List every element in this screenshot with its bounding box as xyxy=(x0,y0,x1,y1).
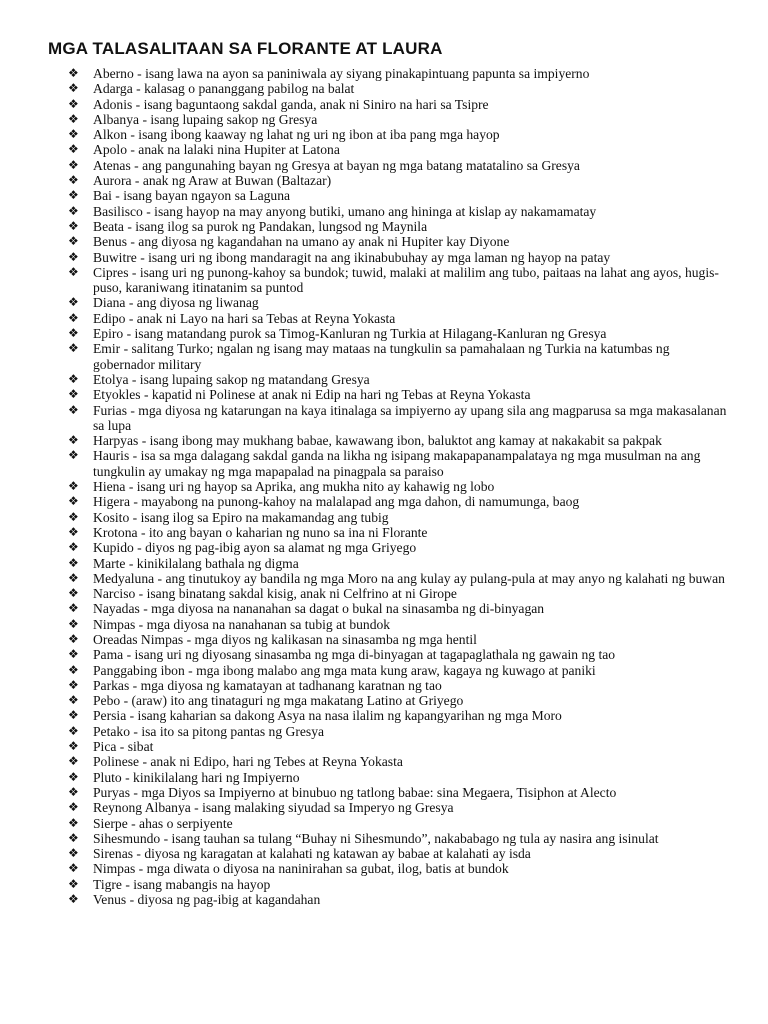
vocabulary-item-text: Reynong Albanya - isang malaking siyudad sa Imperyo ng Gresya xyxy=(93,800,454,816)
vocabulary-item xyxy=(68,678,728,693)
vocabulary-item-text: Pebo - (araw) ito ang tinataguri ng mga makatang Latino at Griyego xyxy=(93,693,464,709)
vocabulary-item-text: Sierpe - ahas o serpiyente xyxy=(93,815,233,831)
vocabulary-item-text: Persia - isang kaharian sa dakong Asya na nasa ilalim ng kapangyarihan ng mga Moro xyxy=(93,708,562,724)
diamond-bullet-icon: ❖ xyxy=(68,616,79,631)
vocabulary-item xyxy=(68,525,728,540)
vocabulary-item xyxy=(68,861,728,876)
vocabulary-item xyxy=(68,800,728,815)
diamond-bullet-icon: ❖ xyxy=(68,647,79,662)
diamond-bullet-icon: ❖ xyxy=(68,677,79,692)
diamond-bullet-icon: ❖ xyxy=(68,111,79,126)
diamond-bullet-icon: ❖ xyxy=(68,494,79,509)
diamond-bullet-icon: ❖ xyxy=(68,861,79,876)
vocabulary-item-text: Nimpas - mga diwata o diyosa na naninirahan sa gubat, ilog, batis at bundok xyxy=(93,861,509,877)
diamond-bullet-icon: ❖ xyxy=(68,479,79,494)
vocabulary-item-text: Higera - mayabong na punong-kahoy na malalapad ang mga dahon, di namumunga, baog xyxy=(93,494,580,510)
vocabulary-item-text: Epiro - isang matandang purok sa Timog-Kanluran ng Turkia at Hilagang-Kanluran ng Gresya xyxy=(93,326,607,342)
vocabulary-item xyxy=(68,173,728,188)
vocabulary-item xyxy=(68,158,728,173)
diamond-bullet-icon: ❖ xyxy=(68,218,79,233)
diamond-bullet-icon: ❖ xyxy=(68,402,79,417)
vocabulary-item xyxy=(68,510,728,525)
vocabulary-item xyxy=(68,785,728,800)
vocabulary-item xyxy=(68,663,728,678)
vocabulary-item xyxy=(68,770,728,785)
vocabulary-item-text: Venus - diyosa ng pag-ibig at kagandahan xyxy=(93,892,321,908)
vocabulary-item xyxy=(68,724,728,739)
diamond-bullet-icon: ❖ xyxy=(68,341,79,356)
vocabulary-item-text: Tigre - isang mabangis na hayop xyxy=(93,876,271,892)
vocabulary-item xyxy=(68,97,728,112)
vocabulary-item xyxy=(68,81,728,96)
vocabulary-item-text: Diana - ang diyosa ng liwanag xyxy=(93,295,259,311)
diamond-bullet-icon: ❖ xyxy=(68,142,79,157)
vocabulary-item-text: Pluto - kinikilalang hari ng Impiyerno xyxy=(93,769,300,785)
vocabulary-item xyxy=(68,204,728,219)
page-title: MGA TALASALITAAN SA FLORANTE AT LAURA xyxy=(48,39,443,58)
vocabulary-item xyxy=(68,831,728,846)
vocabulary-item xyxy=(68,571,728,586)
diamond-bullet-icon: ❖ xyxy=(68,387,79,402)
vocabulary-item-text: Aberno - isang lawa na ayon sa paniniwala ay siyang pinakapintuang papunta sa impiyerno xyxy=(93,66,590,81)
vocabulary-item xyxy=(68,295,728,310)
vocabulary-item-text: Krotona - ito ang bayan o kaharian ng nuno sa ina ni Florante xyxy=(93,524,428,540)
vocabulary-item-text: Etyokles - kapatid ni Polinese at anak ni Edip na hari ng Tebas at Reyna Yokasta xyxy=(93,387,531,403)
diamond-bullet-icon: ❖ xyxy=(68,234,79,249)
vocabulary-item xyxy=(68,647,728,662)
vocabulary-item-text: Adarga - kalasag o pananggang pabilog na balat xyxy=(93,81,355,97)
vocabulary-item xyxy=(68,311,728,326)
vocabulary-item-text: Hiena - isang uri ng hayop sa Aprika, ang mukha nito ay kahawig ng lobo xyxy=(93,479,495,495)
vocabulary-item xyxy=(68,877,728,892)
diamond-bullet-icon: ❖ xyxy=(68,249,79,264)
vocabulary-item xyxy=(68,739,728,754)
vocabulary-item-text: Benus - ang diyosa ng kagandahan na umano ay anak ni Hupiter kay Diyone xyxy=(93,234,510,250)
vocabulary-item xyxy=(68,708,728,723)
diamond-bullet-icon: ❖ xyxy=(68,157,79,172)
diamond-bullet-icon: ❖ xyxy=(68,723,79,738)
vocabulary-list xyxy=(48,66,728,907)
diamond-bullet-icon: ❖ xyxy=(68,662,79,677)
diamond-bullet-icon: ❖ xyxy=(68,81,79,96)
vocabulary-item xyxy=(68,448,728,479)
vocabulary-item xyxy=(68,433,728,448)
vocabulary-item-text: Beata - isang ilog sa purok ng Pandakan, lungsod ng Maynila xyxy=(93,218,428,234)
diamond-bullet-icon: ❖ xyxy=(68,876,79,891)
diamond-bullet-icon: ❖ xyxy=(68,754,79,769)
diamond-bullet-icon: ❖ xyxy=(68,800,79,815)
vocabulary-item-text: Adonis - isang baguntaong sakdal ganda, anak ni Siniro na hari sa Tsipre xyxy=(93,96,489,112)
diamond-bullet-icon: ❖ xyxy=(68,524,79,539)
vocabulary-item xyxy=(68,479,728,494)
vocabulary-item xyxy=(68,816,728,831)
vocabulary-item-text: Apolo - anak na lalaki nina Hupiter at Latona xyxy=(93,142,340,158)
vocabulary-item xyxy=(68,326,728,341)
vocabulary-item-text: Narciso - isang binatang sakdal kisig, anak ni Celfrino at ni Girope xyxy=(93,586,457,602)
diamond-bullet-icon: ❖ xyxy=(68,371,79,386)
diamond-bullet-icon: ❖ xyxy=(68,769,79,784)
vocabulary-item xyxy=(68,632,728,647)
vocabulary-item-text: Parkas - mga diyosa ng kamatayan at tadhanang karatnan ng tao xyxy=(93,677,442,693)
vocabulary-item-text: Aurora - anak ng Araw at Buwan (Baltazar) xyxy=(93,173,332,189)
diamond-bullet-icon: ❖ xyxy=(68,892,79,907)
vocabulary-item-text: Marte - kinikilalang bathala ng digma xyxy=(93,555,299,571)
vocabulary-item xyxy=(68,341,728,372)
vocabulary-item xyxy=(68,556,728,571)
diamond-bullet-icon: ❖ xyxy=(68,555,79,570)
vocabulary-item-text: Basilisco - isang hayop na may anyong butiki, umano ang hininga at kislap ay nakamamatay xyxy=(93,203,597,219)
vocabulary-item-text: Atenas - ang pangunahing bayan ng Gresya at bayan ng mga batang matatalino sa Gresya xyxy=(93,157,580,173)
diamond-bullet-icon: ❖ xyxy=(68,784,79,799)
diamond-bullet-icon: ❖ xyxy=(68,448,79,463)
vocabulary-item xyxy=(68,372,728,387)
vocabulary-item xyxy=(68,234,728,249)
diamond-bullet-icon: ❖ xyxy=(68,188,79,203)
vocabulary-item xyxy=(68,142,728,157)
vocabulary-item-text: Polinese - anak ni Edipo, hari ng Tebes at Reyna Yokasta xyxy=(93,754,403,770)
vocabulary-item-text: Puryas - mga Diyos sa Impiyerno at binubuo ng tatlong babae: sina Megaera, Tisiphon at Alecto xyxy=(93,784,617,800)
diamond-bullet-icon: ❖ xyxy=(68,631,79,646)
vocabulary-item-text: Nayadas - mga diyosa na nananahan sa dagat o bukal na sinasamba ng di-binyagan xyxy=(93,601,545,617)
vocabulary-item xyxy=(68,601,728,616)
vocabulary-item xyxy=(68,540,728,555)
vocabulary-item-text: Kosito - isang ilog sa Epiro na makamandag ang tubig xyxy=(93,509,389,525)
vocabulary-item xyxy=(68,112,728,127)
vocabulary-item-text: Medyaluna - ang tinutukoy ay bandila ng mga Moro na ang kulay ay pulang-pula at may anyo ng kalahati ng buwan xyxy=(93,570,725,586)
vocabulary-item xyxy=(68,127,728,142)
vocabulary-item-text: Pica - sibat xyxy=(93,739,154,755)
diamond-bullet-icon: ❖ xyxy=(68,326,79,341)
vocabulary-item xyxy=(68,188,728,203)
vocabulary-item-text: Alkon - isang ibong kaaway ng lahat ng uri ng ibon at iba pang mga hayop xyxy=(93,127,500,143)
vocabulary-item-text: Kupido - diyos ng pag-ibig ayon sa alamat ng mga Griyego xyxy=(93,540,417,556)
diamond-bullet-icon: ❖ xyxy=(68,693,79,708)
diamond-bullet-icon: ❖ xyxy=(68,540,79,555)
diamond-bullet-icon: ❖ xyxy=(68,203,79,218)
vocabulary-item-text: Bai - isang bayan ngayon sa Laguna xyxy=(93,188,291,204)
diamond-bullet-icon: ❖ xyxy=(68,509,79,524)
vocabulary-item xyxy=(68,250,728,265)
vocabulary-item-text: Buwitre - isang uri ng ibong mandaragit na ang ikinabubuhay ay mga laman ng hayop na patay xyxy=(93,249,611,265)
vocabulary-item-text: Hauris - isa sa mga dalagang sakdal ganda na likha ng isipang makapapanampalataya ng mga musulman na ang tungkulin ay umakay ng mga mapapalad na pinagpala sa paraiso xyxy=(93,448,701,479)
vocabulary-item xyxy=(68,586,728,601)
vocabulary-item-text: Cipres - isang uri ng punong-kahoy sa bundok; tuwid, malaki at malilim ang tubo, paitaas na lahat ang ayos, hugis-puso, karaniwang itinatanim sa puntod xyxy=(93,264,719,296)
vocabulary-item xyxy=(68,219,728,234)
diamond-bullet-icon: ❖ xyxy=(68,173,79,188)
vocabulary-item-text: Panggabing ibon - mga ibong malabo ang mga mata kung araw, kagaya ng kuwago at paniki xyxy=(93,662,596,678)
vocabulary-item-text: Nimpas - mga diyosa na nanahanan sa tubig at bundok xyxy=(93,616,391,632)
diamond-bullet-icon: ❖ xyxy=(68,739,79,754)
diamond-bullet-icon: ❖ xyxy=(68,601,79,616)
diamond-bullet-icon: ❖ xyxy=(68,830,79,845)
vocabulary-item-text: Sihesmundo - isang tauhan sa tulang “Buhay ni Sihesmundo”, nakababago ng tula ay nasira ang isinulat xyxy=(93,830,659,846)
diamond-bullet-icon: ❖ xyxy=(68,66,79,80)
diamond-bullet-icon: ❖ xyxy=(68,295,79,310)
vocabulary-item xyxy=(68,846,728,861)
diamond-bullet-icon: ❖ xyxy=(68,310,79,325)
diamond-bullet-icon: ❖ xyxy=(68,96,79,111)
vocabulary-item-text: Oreadas Nimpas - mga diyos ng kalikasan na sinasamba ng mga hentil xyxy=(93,631,477,647)
vocabulary-item-text: Petako - isa ito sa pitong pantas ng Gresya xyxy=(93,723,325,739)
vocabulary-item xyxy=(68,265,728,296)
vocabulary-item-text: Etolya - isang lupaing sakop ng matandang Gresya xyxy=(93,371,370,387)
diamond-bullet-icon: ❖ xyxy=(68,815,79,830)
diamond-bullet-icon: ❖ xyxy=(68,570,79,585)
diamond-bullet-icon: ❖ xyxy=(68,708,79,723)
vocabulary-item xyxy=(68,387,728,402)
vocabulary-item xyxy=(68,66,728,81)
diamond-bullet-icon: ❖ xyxy=(68,433,79,448)
vocabulary-item-text: Sirenas - diyosa ng karagatan at kalahati ng katawan ay babae at kalahati ay isda xyxy=(93,846,531,862)
vocabulary-item xyxy=(68,617,728,632)
vocabulary-item xyxy=(68,754,728,769)
vocabulary-item xyxy=(68,494,728,509)
vocabulary-item-text: Albanya - isang lupaing sakop ng Gresya xyxy=(93,111,318,127)
vocabulary-item-text: Edipo - anak ni Layo na hari sa Tebas at Reyna Yokasta xyxy=(93,310,396,326)
vocabulary-item-text: Harpyas - isang ibong may mukhang babae, kawawang ibon, baluktot ang kamay at nakakabit sa pakpak xyxy=(93,433,662,449)
diamond-bullet-icon: ❖ xyxy=(68,127,79,142)
vocabulary-item xyxy=(68,403,728,434)
vocabulary-item-text: Emir - salitang Turko; ngalan ng isang may mataas na tungkulin sa pamahalaan ng Turkia na katumbas ng gobernador military xyxy=(93,341,670,372)
vocabulary-item xyxy=(68,892,728,907)
diamond-bullet-icon: ❖ xyxy=(68,264,79,279)
diamond-bullet-icon: ❖ xyxy=(68,586,79,601)
vocabulary-item xyxy=(68,693,728,708)
vocabulary-item-text: Pama - isang uri ng diyosang sinasamba ng mga di-binyagan at tagapaglathala ng gawain ng tao xyxy=(93,647,616,663)
vocabulary-item-text: Furias - mga diyosa ng katarungan na kaya itinalaga sa impiyerno ay upang sila ang magparusa sa mga makasalanan sa lupa xyxy=(93,402,727,433)
diamond-bullet-icon: ❖ xyxy=(68,846,79,861)
